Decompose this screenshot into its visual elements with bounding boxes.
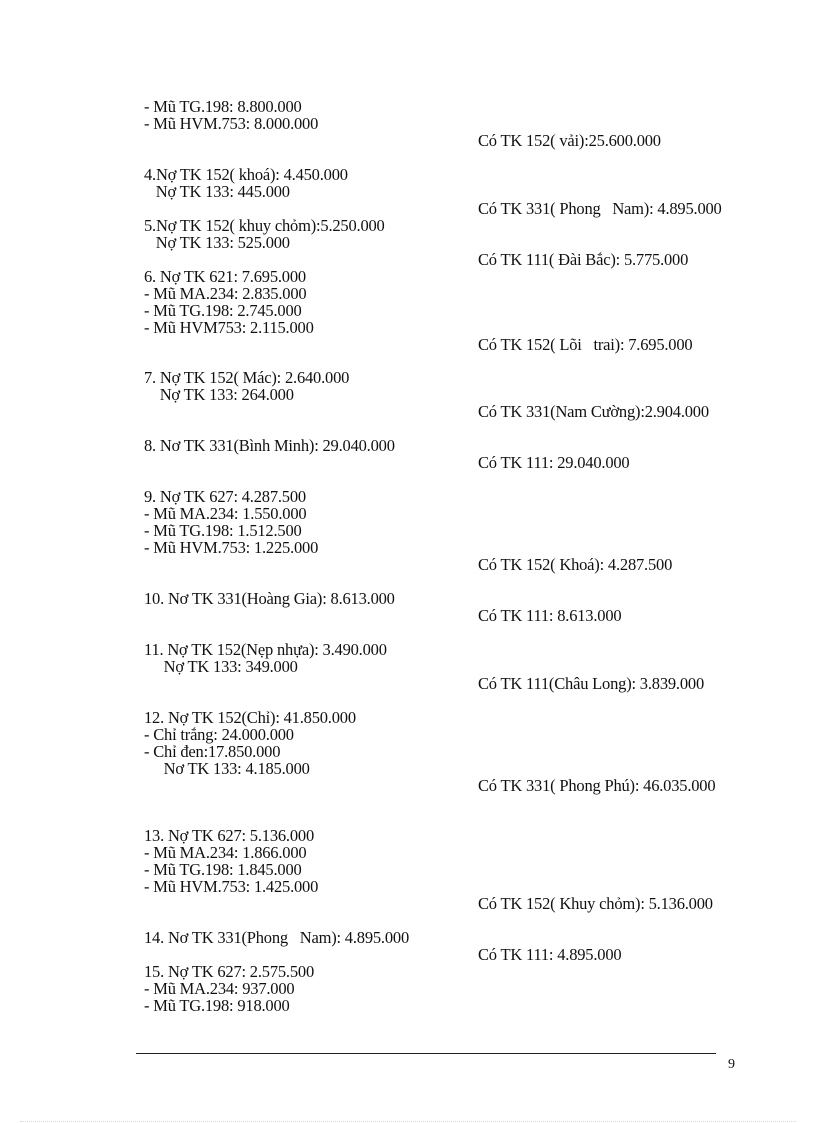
credit-line: Có TK 111: 4.895.000 [478, 945, 622, 964]
entry-line: - Mũ MA.234: 1.550.000 [144, 504, 307, 523]
credit-line: Có TK 152( Khuy chỏm): 5.136.000 [478, 894, 713, 913]
entry-line: 9. Nợ TK 627: 4.287.500 [144, 487, 306, 506]
entry-line: Nơ TK 133: 4.185.000 [144, 759, 310, 778]
credit-line: Có TK 331( Phong Nam): 4.895.000 [478, 199, 722, 218]
entry-line: 4.Nợ TK 152( khoá): 4.450.000 [144, 165, 348, 184]
entry-line: - Mũ MA.234: 2.835.000 [144, 284, 307, 303]
entry-line: 14. Nơ TK 331(Phong Nam): 4.895.000 [144, 928, 410, 947]
credit-line: Có TK 111: 8.613.000 [478, 606, 622, 625]
entry-line: - Mũ TG.198: 2.745.000 [144, 301, 302, 320]
entry-line: 11. Nợ TK 152(Nẹp nhựa): 3.490.000 [144, 640, 387, 659]
credit-line: Có TK 152( vải):25.600.000 [478, 131, 661, 150]
entry-line: - Mũ HVM.753: 8.000.000 [144, 114, 319, 133]
credit-line: Có TK 331( Phong Phú): 46.035.000 [478, 776, 716, 795]
entry-line: 5.Nợ TK 152( khuy chỏm):5.250.000 [144, 216, 385, 235]
entry-line: - Mũ MA.234: 937.000 [144, 979, 295, 998]
entry-line: - Chỉ đen:17.850.000 [144, 742, 281, 761]
entry-line: Nợ TK 133: 264.000 [144, 385, 294, 404]
credit-line: Có TK 331(Nam Cường):2.904.000 [478, 402, 709, 421]
entry-line: 13. Nợ TK 627: 5.136.000 [144, 826, 314, 845]
entry-line: Nợ TK 133: 349.000 [144, 657, 298, 676]
entry-line: 8. Nơ TK 331(Bình Minh): 29.040.000 [144, 436, 395, 455]
entry-line: 15. Nợ TK 627: 2.575.500 [144, 962, 314, 981]
entry-line: - Mũ TG.198: 1.512.500 [144, 521, 302, 540]
entry-line: - Chỉ trắng: 24.000.000 [144, 725, 294, 744]
entry-line: - Mũ HVM.753: 1.425.000 [144, 877, 319, 896]
entry-line: - Mũ HVM753: 2.115.000 [144, 318, 314, 337]
entry-line: 7. Nợ TK 152( Mác): 2.640.000 [144, 368, 350, 387]
page-edge-divider [20, 1121, 796, 1122]
credit-line: Có TK 152( Lõi trai): 7.695.000 [478, 335, 693, 354]
credit-line: Có TK 111( Đài Bắc): 5.775.000 [478, 250, 689, 269]
footer-rule [136, 1053, 716, 1054]
entry-line: 12. Nợ TK 152(Chỉ): 41.850.000 [144, 708, 356, 727]
entry-line: - Mũ HVM.753: 1.225.000 [144, 538, 319, 557]
entry-line: - Mũ TG.198: 918.000 [144, 996, 290, 1015]
entry-line: - Mũ TG.198: 1.845.000 [144, 860, 302, 879]
credit-line: Có TK 111: 29.040.000 [478, 453, 630, 472]
page-number: 9 [728, 1057, 735, 1072]
credit-line: Có TK 152( Khoá): 4.287.500 [478, 555, 673, 574]
entry-line: Nợ TK 133: 445.000 [144, 182, 290, 201]
entry-line: 6. Nợ TK 621: 7.695.000 [144, 267, 306, 286]
credit-line: Có TK 111(Châu Long): 3.839.000 [478, 674, 705, 693]
entry-line: - Mũ TG.198: 8.800.000 [144, 97, 302, 116]
entry-line: - Mũ MA.234: 1.866.000 [144, 843, 307, 862]
entry-line: 10. Nơ TK 331(Hoàng Gia): 8.613.000 [144, 589, 395, 608]
entry-line: Nợ TK 133: 525.000 [144, 233, 290, 252]
